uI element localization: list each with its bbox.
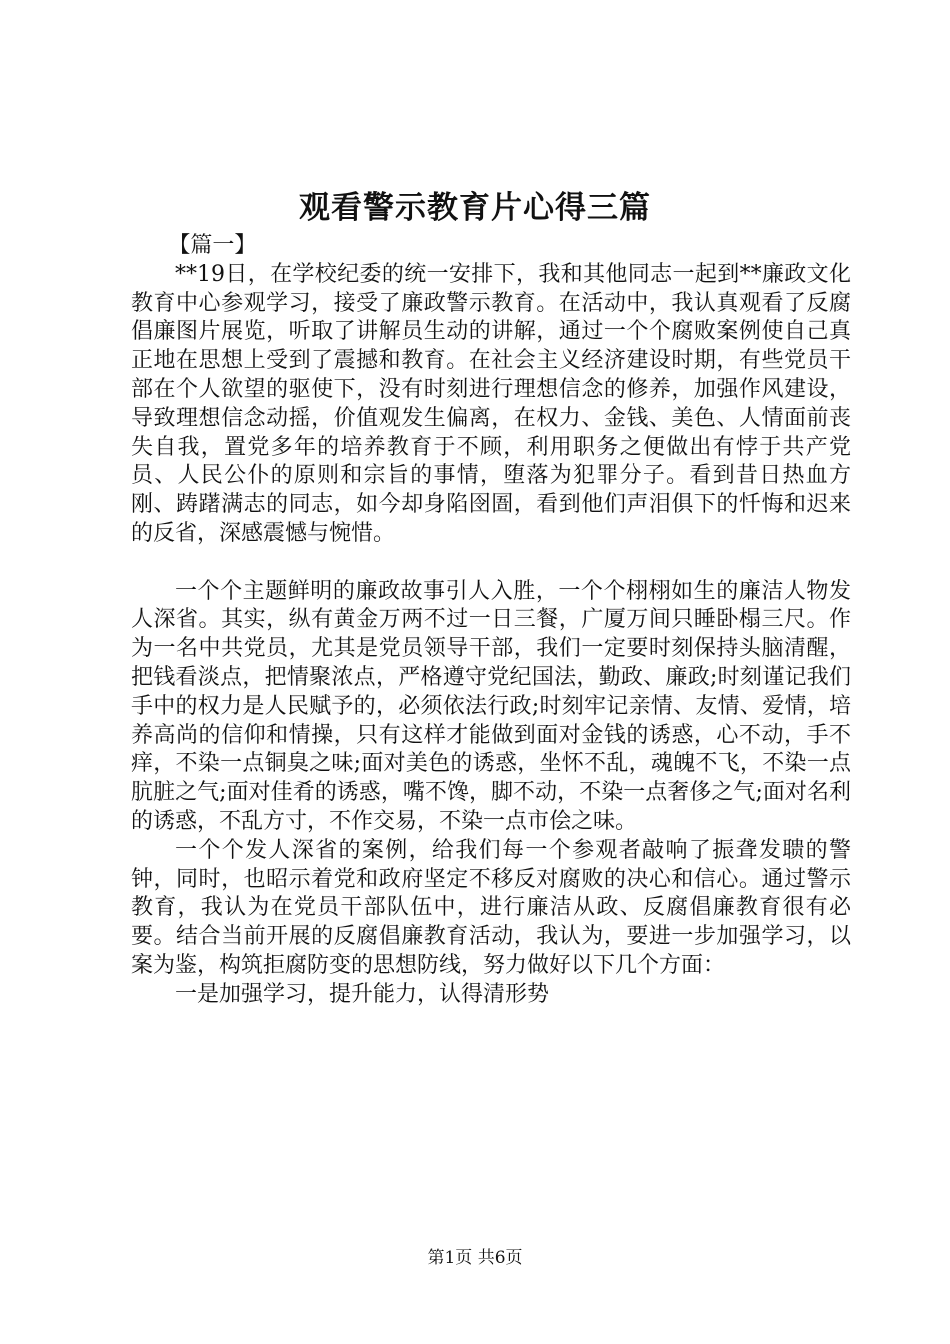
section-heading: 【篇一】 [168, 233, 257, 258]
paragraph-1: **19日，在学校纪委的统一安排下，我和其他同志一起到**廉政文化教育中心参观学习，接受了廉政警示教育。在活动中，我认真观看了反腐倡廉图片展览，听取了讲解员生动的讲解，通过一个个腐败案例使自己真正地在思想上受到了震撼和教育。在社会主义经济建设时期，有些党员干部在个人欲望的驱使下，没有时刻进行理想信念的修养，加强作风建设，导致理想信念动摇，价值观发生偏离，在权力、金钱、美色、人情面前丧失自我，置党多年的培养教育于不顾，利用职务之便做出有悖于共产党员、人民公仆的原则和宗旨的事情，堕落为犯罪分子。看到昔日热血方刚、踌躇满志的同志，如今却身陷囹圄，看到他们声泪俱下的忏悔和迟来的反省，深感震憾与惋惜。 [131, 261, 851, 546]
paragraph-3: 一个个发人深省的案例，给我们每一个参观者敲响了振聋发聩的警钟，同时，也昭示着党和政府坚定不移反对腐败的决心和信心。通过警示教育，我认为在党员干部队伍中，进行廉洁从政、反腐倡廉教育很有必要。结合当前开展的反腐倡廉教育活动，我认为，要进一步加强学习，以案为鉴，构筑拒腐防变的思想防线，努力做好以下几个方面： [131, 837, 851, 978]
paragraph-4: 一是加强学习，提升能力，认得清形势 [175, 981, 550, 1007]
document-title: 观看警示教育片心得三篇 [299, 190, 651, 226]
paragraph-2: 一个个主题鲜明的廉政故事引人入胜，一个个栩栩如生的廉洁人物发人深省。其实，纵有黄金万两不过一日三餐，广厦万间只睡卧榻三尺。作为一名中共党员，尤其是党员领导干部，我们一定要时刻保持头脑清醒，把钱看淡点，把情聚浓点，严格遵守党纪国法，勤政、廉政;时刻谨记我们手中的权力是人民赋予的，必须依法行政;时刻牢记亲情、友情、爱情，培养高尚的信仰和情操，只有这样才能做到面对金钱的诱惑，心不动，手不痒，不染一点铜臭之味;面对美色的诱惑，坐怀不乱，魂魄不飞，不染一点肮脏之气;面对佳肴的诱惑，嘴不馋，脚不动，不染一点奢侈之气;面对名利的诱惑，不乱方寸，不作交易，不染一点市侩之味。 [131, 578, 851, 834]
page-footer: 第1页 共6页 [427, 1248, 523, 1268]
document-body [131, 232, 851, 1010]
